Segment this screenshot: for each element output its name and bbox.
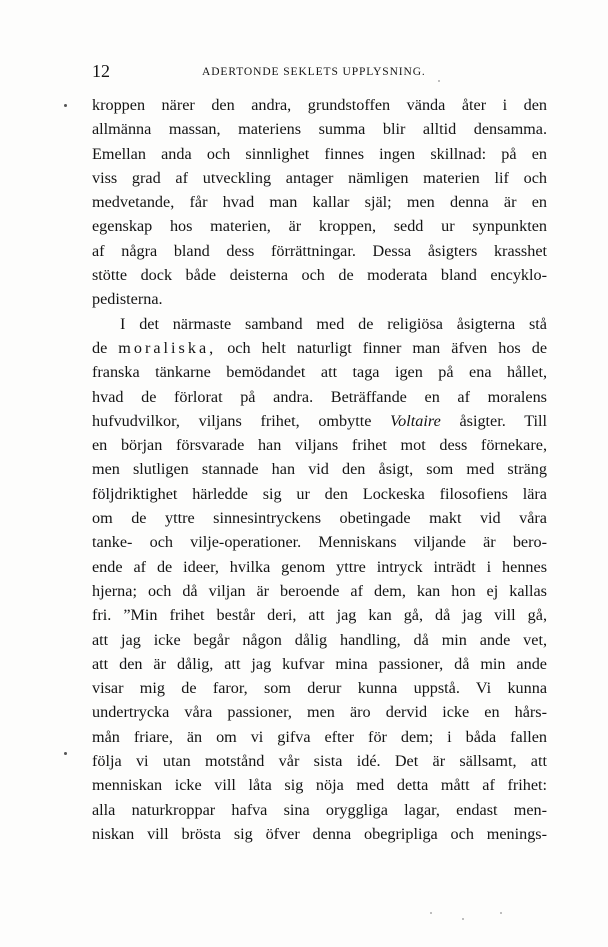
text-line: menniskan icke vill låta sig nöja med detta mått af frihet: xyxy=(92,776,547,795)
text-line: fri. ”Min frihet består deri, att jag kan gå, då jag vill gå, xyxy=(92,606,547,625)
text-line: men slutligen stannade han vid den åsigt, som med sträng xyxy=(92,460,547,479)
paragraph-1 xyxy=(92,93,547,312)
paragraph-2 xyxy=(92,312,547,847)
page-number: 12 xyxy=(92,61,110,81)
text-line: följa vi utan motstånd vår sista idé. Det är sällsamt, att xyxy=(92,752,547,771)
text-line: egenskap hos materien, är kroppen, sedd ur synpunkten xyxy=(92,217,547,236)
text-line: hvad de förlorat på andra. Beträffande en af moralens xyxy=(92,387,547,406)
text-line: att jag icke begår någon dålig handling, då min ande vet, xyxy=(92,630,547,649)
paper-speck xyxy=(430,912,432,914)
text-line: tanke- och vilje-operationer. Menniskans viljande är bero- xyxy=(92,533,547,552)
page-header xyxy=(92,62,548,84)
text-line: hjerna; och då viljan är beroende af dem, kan hon ej kallas xyxy=(92,581,547,600)
text-line: mån friare, än om vi gifva efter för dem; i båda fallen xyxy=(92,727,547,746)
text-line: I det närmaste samband med de religiösa åsigterna stå xyxy=(120,314,547,333)
paper-speck xyxy=(462,918,464,920)
text-line: ende af de ideer, hvilka genom yttre intryck inträdt i hennes xyxy=(92,557,547,576)
paper-speck xyxy=(438,80,440,82)
italic-name: Voltaire xyxy=(390,411,441,430)
text-line: undertrycka våra passioner, men äro dervid icke en hårs- xyxy=(92,703,547,722)
text-line: en början försvarade han viljans frihet mot dess förnekare, xyxy=(92,436,547,455)
text-line: pedisterna. xyxy=(92,290,163,309)
margin-mark xyxy=(64,104,67,107)
text-line: Emellan anda och sinnlighet finnes ingen skillnad: på en xyxy=(92,144,547,163)
text-line: viss grad af utveckling antager nämligen materien lif och xyxy=(92,168,547,187)
text-line: att den är dålig, att jag kufvar mina passioner, då min ande xyxy=(92,654,547,673)
text-line: följdriktighet härledde sig ur den Lockeska filosofiens lära xyxy=(92,484,547,503)
text-line xyxy=(92,336,547,360)
text-line: franska tänkarne bemödandet att taga igen på ena hållet, xyxy=(92,363,547,382)
running-head: ADERTONDE SEKLETS UPPLYSNING. xyxy=(202,66,426,78)
text-run: de xyxy=(92,338,108,357)
text-line: medvetande, får hvad man kallar själ; men denna är en xyxy=(92,193,547,212)
spaced-emphasis: moraliska, xyxy=(118,338,217,357)
text-line: alla naturkroppar hafva sina oryggliga lagar, endast men- xyxy=(92,800,547,819)
text-line xyxy=(92,409,547,433)
text-line: kroppen närer den andra, grundstoffen vända åter i den xyxy=(92,96,547,114)
margin-mark xyxy=(64,752,67,755)
text-line: niskan vill brösta sig öfver denna obegripliga och menings- xyxy=(92,824,547,843)
body-text xyxy=(92,93,547,846)
text-run: hufvudvilkor, viljans frihet, ombytte xyxy=(92,411,372,430)
text-line: om de yttre sinnesintryckens obetingade makt vid våra xyxy=(92,509,547,528)
text-line: stötte dock både deisterna och de moderata bland encyklo- xyxy=(92,266,547,285)
text-run: åsigter. Till xyxy=(459,411,547,430)
text-line: af några bland dess förrättningar. Dessa åsigters krasshet xyxy=(92,241,547,260)
text-line: visar mig de faror, som derur kunna uppstå. Vi kunna xyxy=(92,679,547,698)
paper-speck xyxy=(500,912,502,914)
text-line: allmänna massan, materiens summa blir alltid densamma. xyxy=(92,120,547,139)
text-run: och helt naturligt finner man äfven hos de xyxy=(227,338,548,357)
